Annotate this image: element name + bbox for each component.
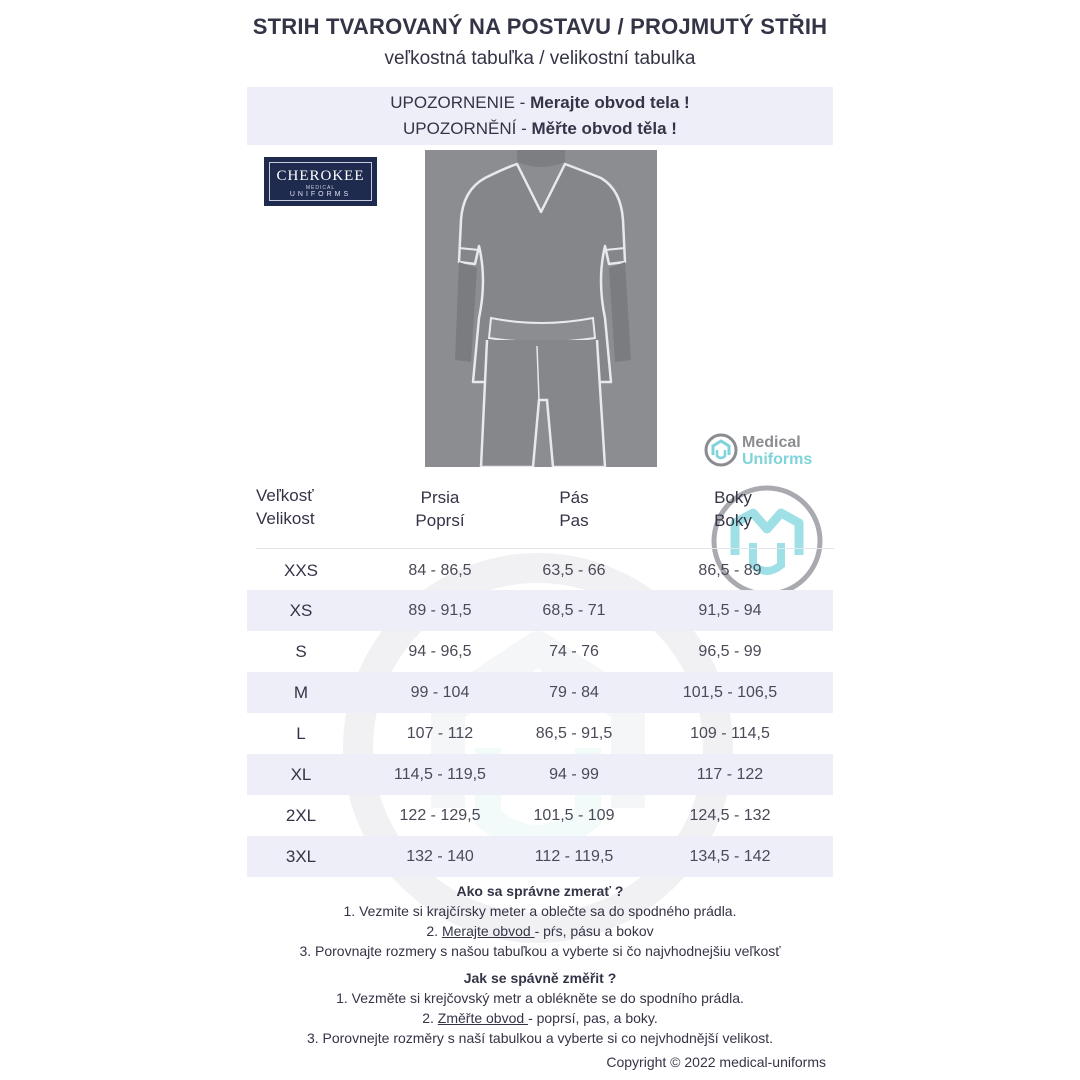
cell-hips: 117 - 122: [696, 766, 764, 783]
cell-hips: 124,5 - 132: [689, 807, 771, 824]
howto-sk-step2-underlined: Merajte obvod: [441, 923, 535, 939]
warning-line-cz: [247, 116, 833, 142]
howto-sk-heading: Ako sa správne zmerať ?: [456, 883, 624, 899]
header-waist-sk: Pás: [559, 488, 589, 507]
table-row: [247, 713, 833, 754]
cell-size: XS: [289, 601, 313, 620]
table-row: [247, 754, 833, 795]
cell-size: L: [296, 724, 306, 743]
header-hips: [683, 486, 783, 532]
cell-waist: 101,5 - 109: [533, 807, 615, 824]
header-chest-cz: Poprsí: [415, 511, 465, 530]
warning-cz-prefix: UPOZORNĚNÍ -: [403, 119, 532, 138]
cherokee-logo-uniforms: UNIFORMS: [289, 191, 352, 198]
cell-waist: 74 - 76: [549, 643, 599, 660]
cell-chest: 107 - 112: [406, 725, 474, 742]
table-row: [247, 590, 833, 631]
header-size: [256, 484, 356, 530]
warning-banner: [247, 87, 833, 145]
cell-chest: 89 - 91,5: [408, 602, 472, 619]
cherokee-logo-medical: MEDICAL: [305, 185, 336, 191]
copyright-text: Copyright © 2022 medical-uniforms: [606, 1054, 826, 1070]
cell-chest: 84 - 86,5: [408, 562, 472, 579]
table-row: [247, 795, 833, 836]
cell-size: XXS: [283, 561, 319, 580]
cell-waist: 112 - 119,5: [534, 848, 614, 865]
cherokee-logo: [264, 157, 377, 206]
cell-chest: 94 - 96,5: [408, 643, 472, 660]
howto-sk-step3: 3. Porovnajte rozmery s našou tabuľkou a vyberte si čo najvhodnejšiu veľkosť: [299, 943, 781, 959]
cell-hips: 134,5 - 142: [689, 848, 771, 865]
howto-cz-heading: Jak se spávně změřit ?: [463, 970, 617, 986]
table-row: [247, 550, 833, 591]
cell-hips: 86,5 - 89: [698, 562, 762, 579]
header-hips-cz: Boky: [714, 511, 752, 530]
table-header-divider: [256, 548, 834, 549]
howto-sk-step2: [0, 921, 1080, 941]
cell-waist: 68,5 - 71: [542, 602, 606, 619]
howto-cz-step2-prefix: 2.: [422, 1010, 438, 1026]
header-chest-sk: Prsia: [420, 488, 460, 507]
header-size-cz: Velikost: [256, 509, 315, 528]
howto-cz-step1: 1. Vezměte si krejčovský metr a oblékněte se do spodního prádla.: [336, 990, 744, 1006]
header-waist: [524, 486, 624, 532]
medical-uniforms-logo-word2: Uniforms: [742, 451, 813, 468]
howto-cz-step2: [0, 1008, 1080, 1028]
howto-cz-step2-rest: - poprsí, pas, a boky.: [528, 1010, 658, 1026]
howto-sk-step2-rest: - pŕs, pásu a bokov: [534, 923, 654, 939]
cell-size: M: [293, 683, 309, 702]
warning-line-sk: [247, 90, 833, 116]
cell-chest: 114,5 - 119,5: [394, 766, 486, 783]
cell-waist: 79 - 84: [549, 684, 599, 701]
medical-uniforms-logo-word1: Medical: [742, 434, 801, 451]
cell-size: XL: [290, 765, 312, 784]
cell-hips: 91,5 - 94: [698, 602, 762, 619]
header-size-sk: Veľkosť: [256, 486, 314, 505]
howto-cz-step2-underlined: Změřte obvod: [437, 1010, 529, 1026]
howto-cz-step3: 3. Porovnejte rozměry s naší tabulkou a vyberte si co nejvhodnější velikost.: [306, 1030, 774, 1046]
cell-chest: 122 - 129,5: [399, 807, 481, 824]
table-row: [247, 631, 833, 672]
medical-uniforms-logo-icon: [704, 433, 738, 467]
table-row: [247, 672, 833, 713]
cell-chest: 132 - 140: [406, 848, 474, 865]
cell-hips: 101,5 - 106,5: [682, 684, 778, 701]
header-chest: [390, 486, 490, 532]
header-hips-sk: Boky: [714, 488, 752, 507]
cherokee-logo-name: CHEROKEE: [276, 168, 365, 184]
page-subtitle: veľkostná tabuľka / velikostní tabulka: [384, 48, 696, 69]
page-title: STRIH TVAROVANÝ NA POSTAVU / PROJMUTÝ STŘIH: [252, 14, 828, 39]
cell-waist: 63,5 - 66: [542, 562, 606, 579]
cell-chest: 99 - 104: [410, 684, 470, 701]
cell-size: S: [295, 642, 307, 661]
table-row: [247, 836, 833, 877]
mannequin-illustration: [425, 150, 657, 467]
howto-sk-section: [0, 881, 1080, 961]
cell-hips: 109 - 114,5: [690, 725, 770, 742]
howto-cz-section: [0, 968, 1080, 1048]
warning-cz-text: Měřte obvod těla !: [531, 119, 677, 138]
cell-waist: 86,5 - 91,5: [535, 725, 613, 742]
warning-sk-prefix: UPOZORNENIE -: [390, 93, 531, 112]
header-waist-cz: Pas: [559, 511, 589, 530]
cell-hips: 96,5 - 99: [698, 643, 762, 660]
warning-sk-text: Merajte obvod tela !: [530, 93, 690, 112]
howto-sk-step2-prefix: 2.: [426, 923, 442, 939]
cell-size: 3XL: [285, 847, 317, 866]
mannequin-figure-image: [425, 150, 657, 467]
cell-waist: 94 - 99: [549, 766, 599, 783]
cell-size: 2XL: [285, 806, 317, 825]
howto-sk-step1: 1. Vezmite si krajčírsky meter a oblečte sa do spodného prádla.: [343, 903, 737, 919]
